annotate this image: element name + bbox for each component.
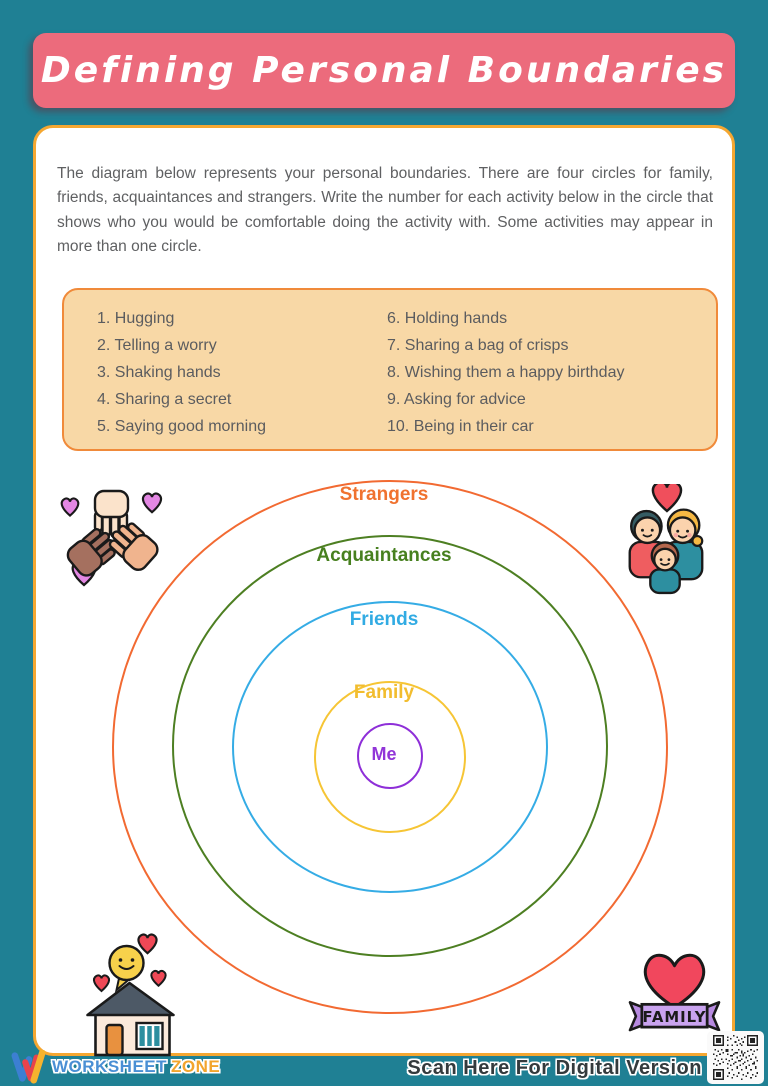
activity-item: 6. Holding hands — [387, 310, 508, 327]
ring-me[interactable] — [357, 723, 423, 789]
page-title: Defining Personal Boundaries — [40, 50, 728, 91]
ring-label-acquaintances: Acquaintances — [316, 545, 452, 566]
diverse-hands-icon — [57, 483, 167, 593]
activity-item: 3. Shaking hands — [97, 364, 221, 381]
activity-item: 2. Telling a worry — [97, 337, 217, 354]
activity-item: 7. Sharing a bag of crisps — [387, 337, 569, 354]
activities-column-right — [387, 305, 624, 440]
instructions-text: The diagram below represents your personal boundaries. There are four circles for family, friends, acquaintances and strangers. Write the number for each activity below in the circle that shows who you would be comfortable doing the activity with. Some activities may appear in more than one circle. — [57, 164, 713, 256]
ring-label-friends: Friends — [349, 609, 419, 630]
activity-item: 10. Being in their car — [387, 418, 534, 435]
worksheetzone-logo-mark — [10, 1050, 48, 1084]
ring-label-me: Me — [371, 744, 397, 764]
activity-item: 4. Sharing a secret — [97, 391, 232, 408]
activity-item: 5. Saying good morning — [97, 418, 266, 435]
ring-label-family: Family — [353, 682, 415, 703]
brand-worksheet: WORKSHEET — [52, 1057, 167, 1076]
activities-box — [62, 288, 718, 451]
brand-zone: ZONE — [171, 1057, 221, 1076]
activity-item: 8. Wishing them a happy birthday — [387, 364, 625, 381]
qr-code — [707, 1031, 764, 1084]
activities-column-left — [97, 305, 266, 440]
family-icon — [616, 484, 714, 601]
scan-here-text: Scan Here For Digital Version — [407, 1057, 702, 1079]
title-banner — [33, 33, 735, 108]
worksheetzone-logo[interactable] — [10, 1050, 220, 1084]
family-banner-text: FAMILY — [642, 1009, 707, 1027]
activity-item: 9. Asking for advice — [387, 391, 526, 408]
ring-label-strangers: Strangers — [339, 484, 429, 505]
activity-item: 1. Hugging — [97, 310, 175, 327]
home-love-icon — [79, 933, 192, 1062]
family-heart-icon — [623, 944, 726, 1042]
